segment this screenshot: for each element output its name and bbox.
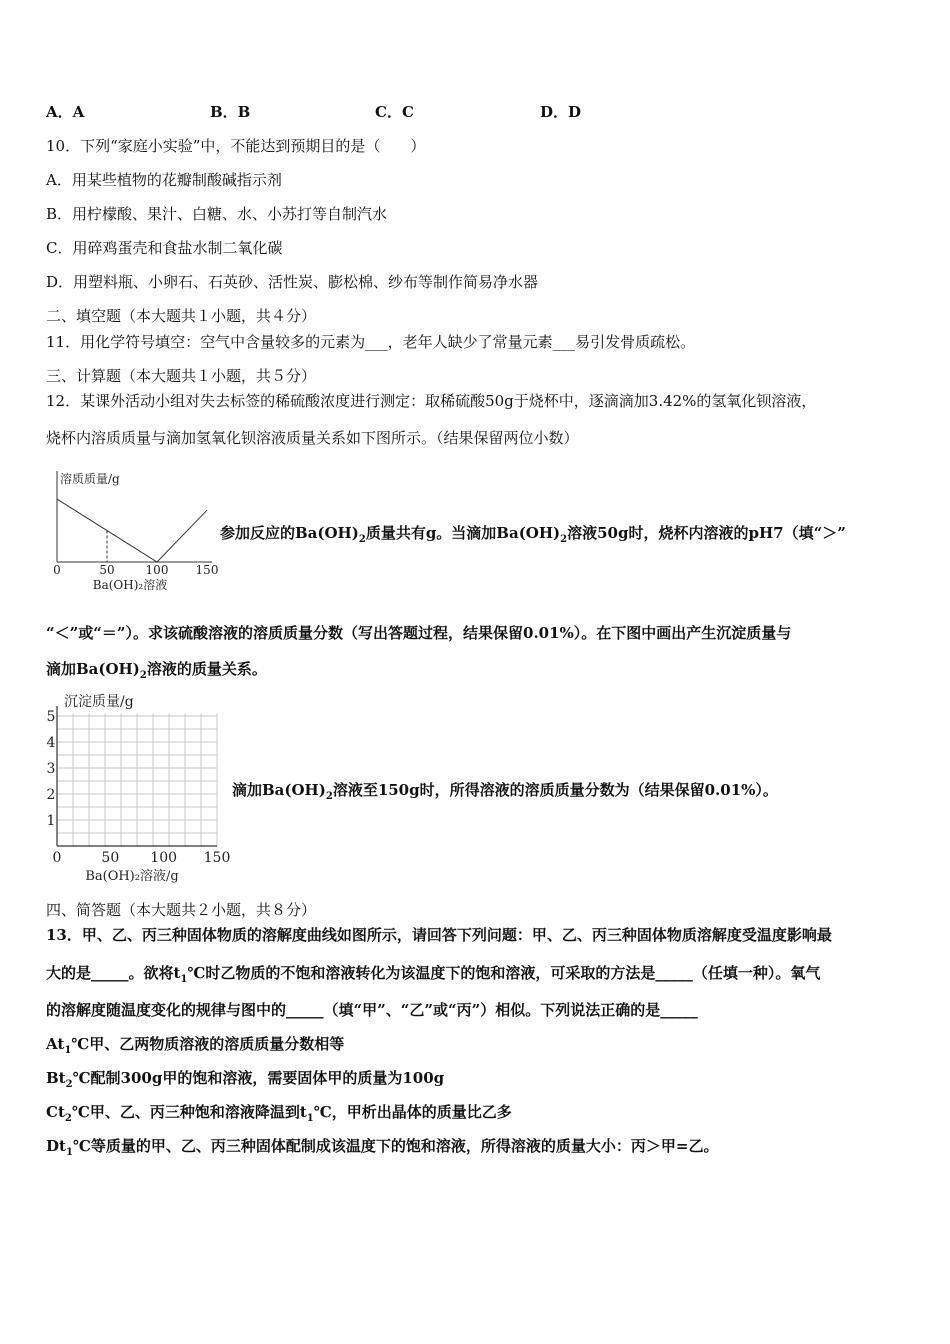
q12-line-1: 12．某课外活动小组对失去标签的稀硫酸浓度进行测定：取稀硫酸50g于烧杯中，逐滴滴加3.42%的氢氧化钡溶液， xyxy=(46,392,817,410)
chart2-y-tick-1: 1 xyxy=(46,813,56,829)
q10-option-c: C．用碎鸡蛋壳和食盐水制二氧化碳 xyxy=(46,239,283,257)
q13-option-c-sub-2: 1 xyxy=(306,1113,314,1124)
q12-line-4a: 滴加Ba(OH) xyxy=(46,660,140,678)
q13-line-2 xyxy=(46,963,820,990)
q12-side-c: 溶液50g时，烧杯内溶液的pH7（填“＞” xyxy=(567,524,846,542)
q13-line-2-sub: 1 xyxy=(180,974,188,985)
chart1-data-line xyxy=(57,499,207,562)
chart2-y-tick-3: 3 xyxy=(46,761,56,777)
q13-option-b-text: ℃配制300g甲的饱和溶液，需要固体甲的质量为100g xyxy=(72,1069,445,1087)
q12-side-a: 参加反应的Ba(OH) xyxy=(220,524,359,542)
chart2-y-tick-2: 2 xyxy=(46,787,56,803)
q13-option-a-text: ℃甲、乙两物质溶液的溶质质量分数相等 xyxy=(71,1035,345,1053)
chart2-y-tick-5: 5 xyxy=(46,709,56,725)
q13-option-d-text: ℃等质量的甲、乙、丙三种固体配制成该温度下的饱和溶液，所得溶液的质量大小：丙＞甲=乙。 xyxy=(72,1137,719,1155)
q9-option-c: C．C xyxy=(375,103,414,121)
q12-final-text xyxy=(232,780,778,807)
q9-option-a: A．A xyxy=(46,103,85,121)
solute-mass-chart xyxy=(40,466,220,596)
q12-line-4-sub: 2 xyxy=(139,670,147,681)
section-2-heading: 二、填空题（本大题共１小题，共４分） xyxy=(46,307,317,325)
section-3-heading: 三、计算题（本大题共１小题，共５分） xyxy=(46,367,317,385)
chart1-x-tick-50: 50 xyxy=(99,563,115,577)
q12-final-b: 溶液至150g时，所得溶液的溶质质量分数为（结果保留0.01%）。 xyxy=(332,781,778,799)
q13-option-b xyxy=(46,1068,444,1095)
chart2-x-tick-100: 100 xyxy=(150,850,178,866)
chart1-x-tick-100: 100 xyxy=(145,563,169,577)
q13-option-c xyxy=(46,1102,512,1129)
q13-option-c-prefix: Ct xyxy=(46,1103,65,1121)
q12-line-3: “＜”或“＝”）。求该硫酸溶液的溶质质量分数（写出答题过程，结果保留0.01%）。在下图中画出产生沉淀质量与 xyxy=(46,624,792,642)
q11-text: 11．用化学符号填空：空气中含量较多的元素为___，老年人缺少了常量元素___易引发骨质疏松。 xyxy=(46,333,696,351)
q13-line-3: 的溶解度随温度变化的规律与图中的_____（填“甲”、“乙”或“丙”）相似。下列说法正确的是_____ xyxy=(46,1001,698,1019)
chart2-y-tick-4: 4 xyxy=(46,735,56,751)
precipitate-mass-chart-svg xyxy=(40,688,235,888)
chart2-x-tick-150: 150 xyxy=(203,850,231,866)
q13-option-d-sub: 1 xyxy=(65,1147,73,1158)
chart1-y-label: 溶质质量/g xyxy=(60,472,120,486)
chart1-x-label: Ba(OH)₂溶液 xyxy=(92,578,168,592)
q12-line-4b: 溶液的质量关系。 xyxy=(146,660,267,678)
chart2-x-label: Ba(OH)₂溶液/g xyxy=(85,869,179,884)
q10-stem: 10．下列“家庭小实验”中，不能达到预期目的是（ ） xyxy=(46,137,426,155)
q13-option-c-mid: ℃甲、乙、丙三种饱和溶液降温到t xyxy=(71,1103,307,1121)
q13-option-a xyxy=(46,1034,344,1061)
q13-option-c-text: ℃，甲析出晶体的质量比乙多 xyxy=(313,1103,512,1121)
q13-option-b-prefix: Bt xyxy=(46,1069,66,1087)
chart2-x-tick-0: 0 xyxy=(52,850,62,866)
q10-option-a: A．用某些植物的花瓣制酸碱指示剂 xyxy=(46,171,282,189)
q13-option-c-sub-1: 2 xyxy=(64,1113,72,1124)
chart1-x-tick-0: 0 xyxy=(53,563,61,577)
q9-option-b: B．B xyxy=(210,103,251,121)
chart2-x-tick-50: 50 xyxy=(101,850,120,866)
q10-option-b: B．用柠檬酸、果汁、白糖、水、小苏打等自制汽水 xyxy=(46,205,388,223)
q12-final-a: 滴加Ba(OH) xyxy=(232,781,326,799)
q13-option-a-prefix: At xyxy=(46,1035,65,1053)
q12-line-2: 烧杯内溶质质量与滴加氢氧化钡溶液质量关系如下图所示。（结果保留两位小数） xyxy=(46,429,579,447)
q12-side-text xyxy=(220,523,846,550)
q12-line-4 xyxy=(46,659,267,686)
q13-option-d xyxy=(46,1136,718,1163)
q10-option-d: D．用塑料瓶、小卵石、石英砂、活性炭、膨松棉、纱布等制作简易净水器 xyxy=(46,273,539,291)
q13-option-b-sub: 2 xyxy=(65,1079,73,1090)
chart1-x-tick-150: 150 xyxy=(195,563,219,577)
precipitate-mass-chart xyxy=(40,688,235,888)
q12-side-sub-1: 2 xyxy=(358,534,366,545)
q12-side-b: 质量共有g。当滴加Ba(OH) xyxy=(365,524,561,542)
q9-option-d: D．D xyxy=(540,103,582,121)
q13-line-2a: 大的是_____。欲将t xyxy=(46,964,181,982)
q13-option-d-prefix: Dt xyxy=(46,1137,66,1155)
solute-mass-chart-svg xyxy=(40,466,220,596)
q13-line-1: 13．甲、乙、丙三种固体物质的溶解度曲线如图所示，请回答下列问题：甲、乙、丙三种固体物质溶解度受温度影响最 xyxy=(46,926,832,944)
section-4-heading: 四、简答题（本大题共２小题，共８分） xyxy=(46,901,317,919)
q12-side-sub-2: 2 xyxy=(560,534,568,545)
chart2-y-label: 沉淀质量/g xyxy=(64,694,134,710)
q13-option-a-sub: 1 xyxy=(64,1045,72,1056)
q13-line-2b: ℃时乙物质的不饱和溶液转化为该温度下的饱和溶液，可采取的方法是_____（任填一种）。氧气 xyxy=(187,964,821,982)
q12-final-sub: 2 xyxy=(325,791,333,802)
